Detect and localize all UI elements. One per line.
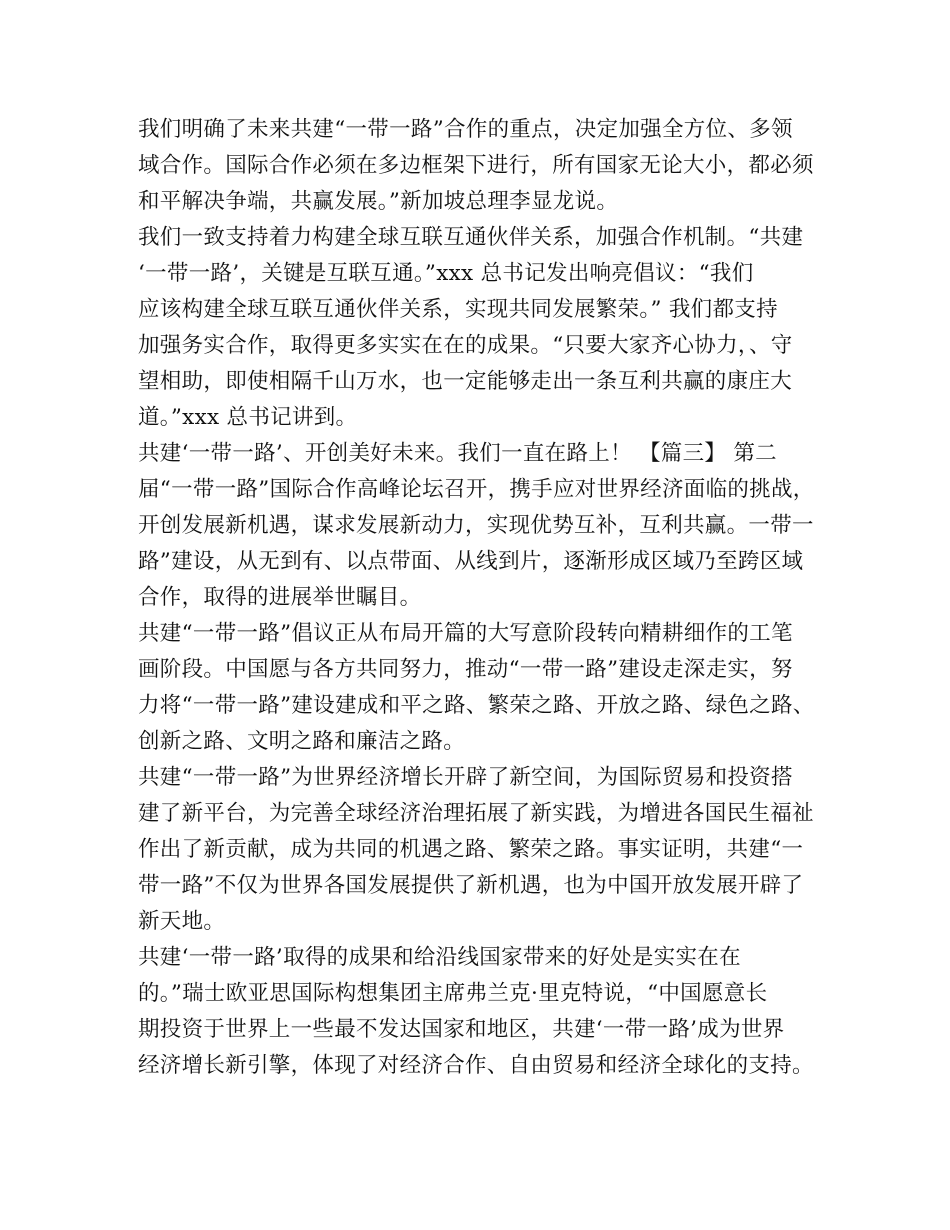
text-line: ‘一带一路’，关键是互联互通。”xxx 总书记发出响亮倡议：“我们 — [138, 261, 754, 286]
text-line: 我们一致支持着力构建全球互联互通伙伴关系，加强合作机制。“共建 — [138, 225, 804, 250]
text-line: 期投资于世界上一些最不发达国家和地区，共建‘一带一路’成为世界 — [138, 1017, 785, 1042]
text-line: 届“一带一路”国际合作高峰论坛召开，携手应对世界经济面临的挑战， — [138, 477, 815, 502]
text-line: 域合作。国际合作必须在多边框架下进行，所有国家无论大小，都必须 — [138, 153, 814, 178]
text-line: 和平解决争端，共赢发展。”新加坡总理李显龙说。 — [138, 189, 619, 214]
text-line: 开创发展新机遇，谋求发展新动力，实现优势互补，互利共赢。一带一 — [138, 513, 814, 538]
text-line: 创新之路、文明之路和廉洁之路。 — [138, 729, 466, 754]
text-line: 新天地。 — [138, 909, 226, 934]
text-line: 路”建设，从无到有、以点带面、从线到片，逐渐形成区域乃至跨区域 — [138, 549, 804, 574]
text-line: 作出了新贡献，成为共同的机遇之路、繁荣之路。事实证明，共建“一 — [138, 837, 804, 862]
text-line: 建了新平台，为完善全球经济治理拓展了新实践，为增进各国民生福祉 — [138, 801, 814, 826]
text-line: 的。”瑞士欧亚思国际构想集团主席弗兰克·里克特说，“中国愿意长 — [138, 981, 768, 1006]
text-line: 带一路”不仅为世界各国发展提供了新机遇，也为中国开放发展开辟了 — [138, 873, 804, 898]
text-line: 经济增长新引擎，体现了对经济合作、自由贸易和经济全球化的支持。 — [138, 1053, 814, 1078]
text-line: 加强务实合作，取得更多实实在在的成果。“只要大家齐心协力，、守 — [138, 333, 793, 358]
text-line: 应该构建全球互联互通伙伴关系，实现共同发展繁荣。” 我们都支持 — [138, 297, 778, 322]
document-body — [138, 112, 828, 1084]
text-line: 共建‘一带一路’取得的成果和给沿线国家带来的好处是实实在在 — [138, 945, 741, 970]
text-line: 共建“一带一路”为世界经济增长开辟了新空间，为国际贸易和投资搭 — [138, 765, 793, 790]
text-line: 望相助，即使相隔千山万水，也一定能够走出一条互利共赢的康庄大 — [138, 369, 793, 394]
text-line: 合作，取得的进展举世瞩目。 — [138, 585, 422, 610]
text-line: 共建‘一带一路’、开创美好未来。我们一直在路上！ 【篇三】 第二 — [138, 441, 777, 466]
text-line: 道。”xxx 总书记讲到。 — [138, 405, 358, 430]
text-line: 力将“一带一路”建设建成和平之路、繁荣之路、开放之路、绿色之路、 — [138, 693, 815, 718]
text-line: 画阶段。中国愿与各方共同努力，推动“一带一路”建设走深走实，努 — [138, 657, 793, 682]
text-line: 共建“一带一路”倡议正从布局开篇的大写意阶段转向精耕细作的工笔 — [138, 621, 793, 646]
text-line: 我们明确了未来共建“一带一路”合作的重点，决定加强全方位、多领 — [138, 117, 793, 142]
